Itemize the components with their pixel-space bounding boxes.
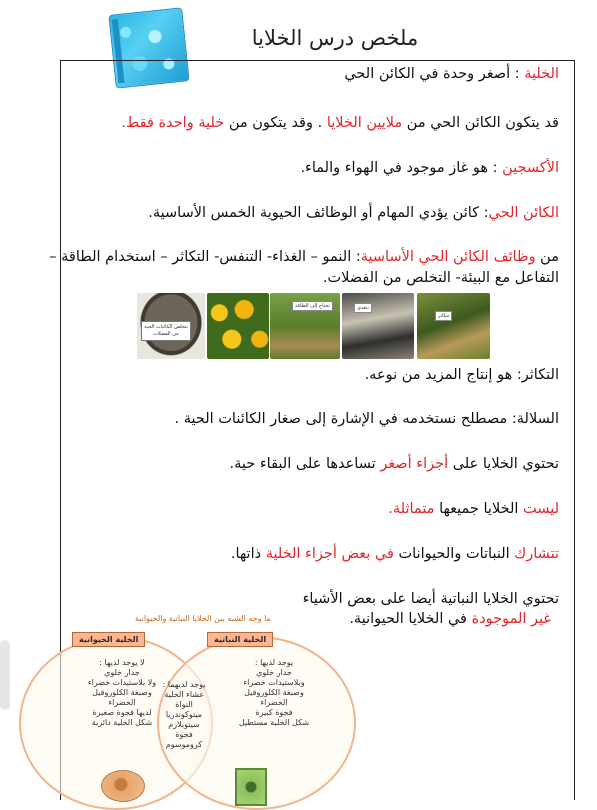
plant-cell-text: يوجد لديها : جدار خلوي وبلاستيدات خضراء وصبغة الكلوروفيل الخضراء فجوة كبيرة شكل الخلية مستطيل xyxy=(238,658,310,727)
line-cell-parts: تحتوي الخلايا على أجزاء أصغر تساعدها على البقاء حية. xyxy=(229,456,559,472)
line-functions: من وظائف الكائن الحي الأساسية: النمو – الغذاء- التنفس- التكاثر – استخدام الطاقة – xyxy=(49,249,559,265)
line-organism: الكائن الحي: كائن يؤدي المهام أو الوظائف الحيوية الخمس الأساسية. xyxy=(148,205,559,221)
line-not-identical: ليست الخلايا جميعها متماثلة. xyxy=(388,501,559,517)
venn-title: ما وجه الشبه بين الخلايا النباتية والحيوانية xyxy=(135,614,271,623)
feeding-photo: تتغذى xyxy=(342,293,414,359)
line-offspring: السلالة: مصطلح نستخدمه في الإشارة إلى صغار الكائنات الحية . xyxy=(174,411,559,427)
energy-photo: تحتاج إلى الطاقة xyxy=(270,293,340,359)
animal-cell-label: الخلية الحيوانية xyxy=(72,632,145,647)
plant-cell-image xyxy=(235,768,267,806)
line-cell-count: قد يتكون الكائن الحي من ملايين الخلايا . وقد يتكون من خلية واحدة فقط. xyxy=(121,115,559,131)
reproduction-photo: تتكاثر xyxy=(417,293,490,359)
line-plant-extra: تحتوي الخلايا النباتية أيضا على بعض الأشياء xyxy=(302,591,559,607)
line-oxygen: الأكسجين : هو غاز موجود في الهواء والماء. xyxy=(300,160,559,176)
shared-text: يوجد لديهما : غشاء الخلية النواة ميتوكوندريا سيتوبلازم فجوة كروموسوم xyxy=(162,680,206,749)
line-functions-cont: التفاعل مع البيئة- التخلص من الفضلات. xyxy=(322,270,559,286)
plant-cell-label: الخلية النباتية xyxy=(207,632,273,647)
line-shared-parts: تتشارك النباتات والحيوانات في بعض أجزاء الخلية ذاتها. xyxy=(230,546,559,562)
animal-cell-image xyxy=(101,770,145,802)
page-title: ملخص درس الخلايا xyxy=(251,26,419,50)
waste-photo: تتخلص الكائنات الحية من الفضلات xyxy=(137,293,205,359)
animal-cell-text: لا يوجد لديها : جدار خلوي ولا بلاستيدات خضراء وصبغة الكلوروفيل الخضراء لديها فجوة صغيرة شكل الخلية دائرية xyxy=(87,658,157,727)
line-plant-extra-cont: غير الموجودة في الخلايا الحيوانية. xyxy=(349,611,551,627)
growth-photo xyxy=(207,293,269,359)
venn-diagram xyxy=(17,614,367,800)
line-cell-definition: الخلية : أصغر وحدة في الكائن الحي xyxy=(344,66,559,82)
line-reproduction: التكاثر: هو إنتاج المزيد من نوعه. xyxy=(364,367,559,383)
scrollbar[interactable] xyxy=(0,640,10,710)
life-functions-photos xyxy=(137,293,490,359)
